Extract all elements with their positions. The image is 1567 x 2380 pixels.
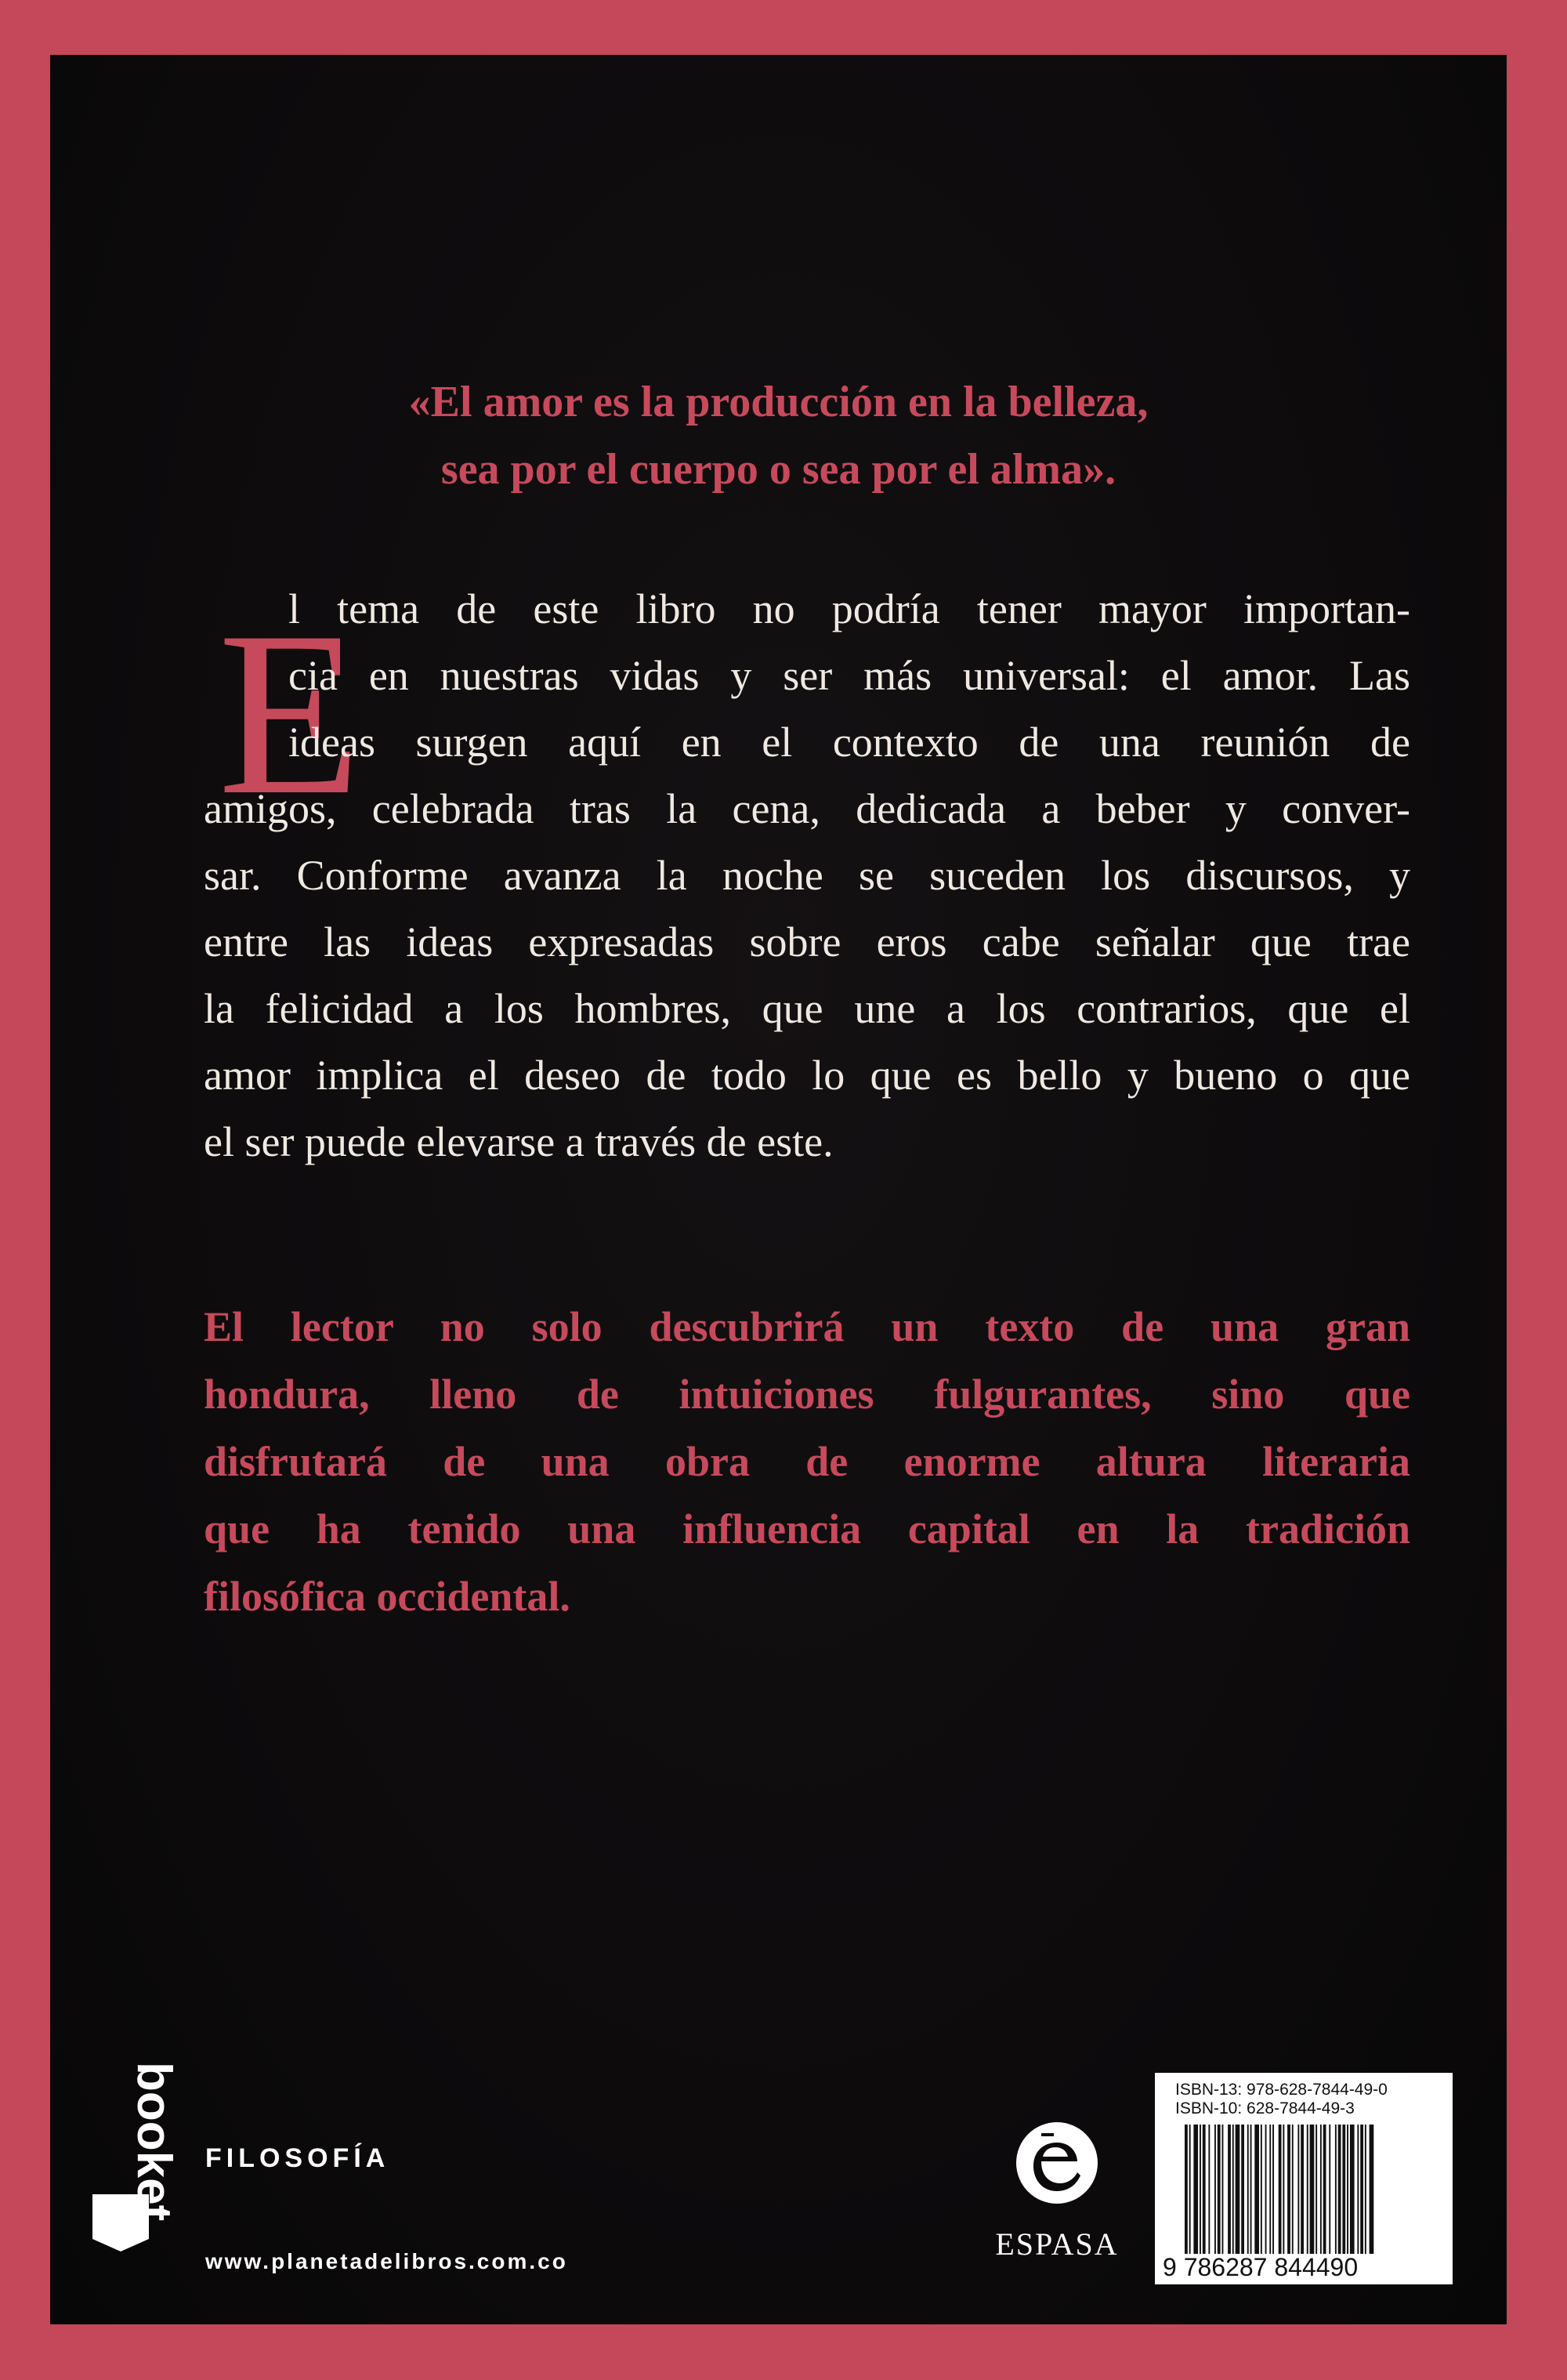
- pull-quote: [50, 368, 1507, 503]
- barcode-bar: [1232, 2125, 1234, 2254]
- barcode-bar: [1222, 2125, 1224, 2254]
- barcode-bar: [1218, 2125, 1221, 2254]
- highlight-line: El lector no solo descubrirá un texto de una gran: [204, 1303, 1410, 1350]
- barcode-bar: [1185, 2125, 1188, 2254]
- barcode-bar: [1269, 2125, 1271, 2254]
- barcode-bar: [1265, 2125, 1267, 2254]
- highlight-line: que ha tenido una influencia capital en la tradición: [204, 1505, 1410, 1552]
- highlight-line: filosófica occidental.: [204, 1573, 570, 1620]
- barcode-bar: [1283, 2125, 1284, 2254]
- isbn-10: ISBN-10: 628-7844-49-3: [1175, 2099, 1355, 2117]
- barcode-bar: [1323, 2125, 1326, 2254]
- isbn-13: ISBN-13: 978-628-7844-49-0: [1175, 2081, 1388, 2099]
- back-cover: [50, 55, 1507, 2324]
- barcode-bar: [1254, 2125, 1259, 2254]
- drop-cap: E: [218, 583, 362, 843]
- barcode-bar: [1297, 2125, 1299, 2254]
- barcode-bar: [1287, 2125, 1290, 2254]
- synopsis: [204, 576, 1410, 1176]
- barcode-bar: [1200, 2125, 1201, 2254]
- barcode-bar: [1350, 2125, 1355, 2254]
- barcode-bar: [1342, 2125, 1345, 2254]
- barcode-bar: [1301, 2125, 1304, 2254]
- category-label: FILOSOFÍA: [205, 2143, 390, 2173]
- barcode-bar: [1370, 2125, 1374, 2254]
- barcode-bar: [1228, 2125, 1231, 2254]
- highlight-line: disfrutará de una obra de enorme altura literaria: [204, 1438, 1410, 1485]
- publisher-name: ESPASA: [995, 2226, 1119, 2262]
- barcode-bar: [1310, 2125, 1315, 2254]
- quote-line-1: «El amor es la producción en la belleza,: [408, 378, 1149, 426]
- barcode-bar: [1307, 2125, 1308, 2254]
- barcode-bar: [1347, 2125, 1348, 2254]
- barcode-bar: [1365, 2125, 1366, 2254]
- barcode-bar: [1292, 2125, 1294, 2254]
- barcode-bar: [1357, 2125, 1359, 2254]
- barcode-bar: [1335, 2125, 1337, 2254]
- barcode-bar: [1203, 2125, 1206, 2254]
- synopsis-line: cia en nuestras vidas y ser más universal: el amor. Las: [288, 652, 1410, 699]
- highlight-line: hondura, lleno de intuiciones fulgurantes, sino que: [204, 1371, 1410, 1418]
- booket-logo-text: booket: [127, 2062, 181, 2222]
- synopsis-line: ideas surgen aquí en el contexto de una reunión de: [288, 719, 1410, 766]
- barcode-panel: [1155, 2073, 1453, 2284]
- booket-logo-icon: [89, 2057, 181, 2253]
- barcode-bar: [1250, 2125, 1252, 2254]
- synopsis-line: sar. Conforme avanza la noche se suceden los discursos, y: [204, 852, 1410, 899]
- barcode-bar: [1261, 2125, 1262, 2254]
- barcode-bar: [1214, 2125, 1216, 2254]
- synopsis-line: l tema de este libro no podría tener mayor importan-: [288, 585, 1410, 632]
- barcode-bar: [1279, 2125, 1282, 2254]
- synopsis-line: el ser puede elevarse a través de este.: [204, 1118, 834, 1165]
- synopsis-line: amor implica el deseo de todo lo que es bello y bueno o que: [204, 1052, 1410, 1099]
- barcode-bar: [1241, 2125, 1244, 2254]
- barcode-bar: [1338, 2125, 1341, 2254]
- website-url: www.planetadelibros.com.co: [205, 2249, 568, 2273]
- barcode-bar: [1208, 2125, 1210, 2254]
- barcode-bar: [1193, 2125, 1198, 2254]
- barcode-bar: [1236, 2125, 1240, 2254]
- barcode-bar: [1315, 2125, 1317, 2254]
- barcode-digits: 9 786287 844490: [1163, 2253, 1359, 2281]
- synopsis-line: la felicidad a los hombres, que une a los contrarios, que el: [204, 985, 1410, 1032]
- espasa-e-logo-icon: [1010, 2116, 1104, 2210]
- barcode-bar: [1360, 2125, 1363, 2254]
- highlight-paragraph: [204, 1293, 1410, 1630]
- barcode-bar: [1189, 2125, 1191, 2254]
- barcode-bar: [1272, 2125, 1274, 2254]
- barcode-bar: [1320, 2125, 1322, 2254]
- synopsis-line: entre las ideas expresadas sobre eros cabe señalar que trae: [204, 918, 1410, 965]
- barcode-bars: [1185, 2125, 1443, 2254]
- synopsis-line: amigos, celebrada tras la cena, dedicada a beber y conver-: [204, 785, 1410, 832]
- quote-line-2: sea por el cuerpo o sea por el alma».: [440, 445, 1116, 494]
- barcode-bar: [1247, 2125, 1249, 2254]
- barcode-bar: [1329, 2125, 1330, 2254]
